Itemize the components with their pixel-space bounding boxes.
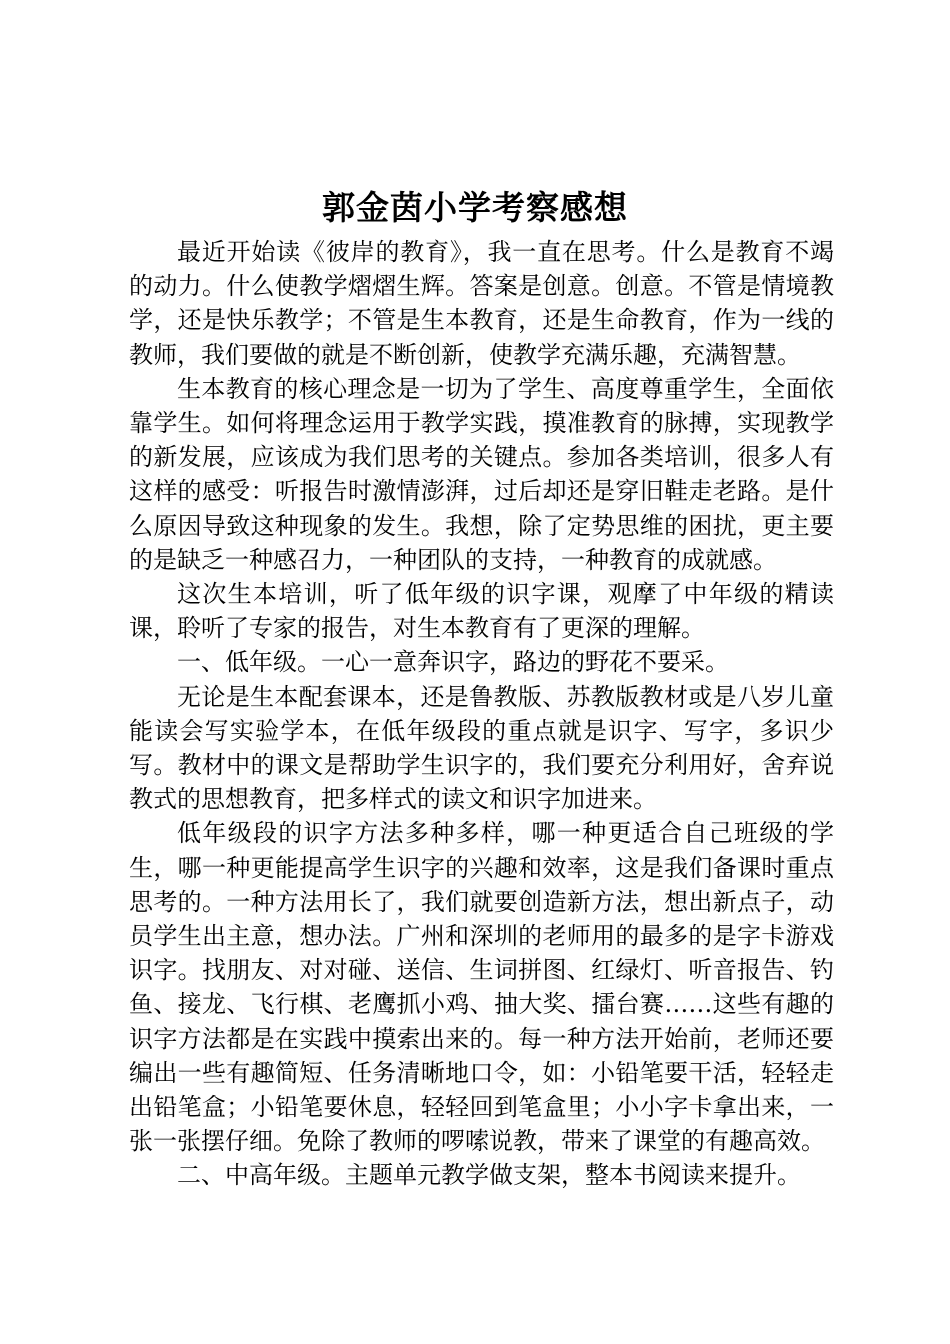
section-heading: 二、中高年级。主题单元教学做支架，整本书阅读来提升。 xyxy=(177,1161,801,1190)
section-heading: 一、低年级。一心一意奔识字，路边的野花不要采。 xyxy=(177,648,729,677)
paragraph: 最近开始读《彼岸的教育》，我一直在思考。什么是教育不竭的动力。什么使教学熠熠生辉。答案是创意。创意。不管是情境教学，还是快乐教学；不管是生本教育，还是生命教育，作为一线的教师，我们要做的就是不断创新，使教学充满乐趣，充满智慧。 xyxy=(129,238,834,369)
paragraph: 生本教育的核心理念是一切为了学生、高度尊重学生，全面依靠学生。如何将理念运用于教学实践，摸准教育的脉搏，实现教学的新发展，应该成为我们思考的关键点。参加各类培训，很多人有这样的感受：听报告时激情澎湃，过后却还是穿旧鞋走老路。是什么原因导致这种现象的发生。我想，除了定势思维的困扰，更主要的是缺乏一种感召力，一种团队的支持，一种教育的成就感。 xyxy=(129,374,834,574)
paragraph: 低年级段的识字方法多种多样，哪一种更适合自己班级的学生，哪一种更能提高学生识字的兴趣和效率，这是我们备课时重点思考的。一种方法用长了，我们就要创造新方法，想出新点子，动员学生出主意，想办法。广州和深圳的老师用的最多的是字卡游戏识字。找朋友、对对碰、送信、生词拼图、红绿灯、听音报告、钓鱼、接龙、飞行棋、老鹰抓小鸡、抽大奖、擂台赛……这些有趣的识字方法都是在实践中摸索出来的。每一种方法开始前，老师还要编出一些有趣简短、任务清晰地口令，如：小铅笔要干活，轻轻走出铅笔盒；小铅笔要休息，轻轻回到笔盒里；小小字卡拿出来，一张一张摆仔细。免除了教师的啰嗦说教，带来了课堂的有趣高效。 xyxy=(129,819,834,1156)
document-title: 郭金茵小学考察感想 xyxy=(322,188,628,227)
paragraph: 无论是生本配套课本，还是鲁教版、苏教版教材或是八岁儿童能读会写实验学本，在低年级段的重点就是识字、写字，多识少写。教材中的课文是帮助学生识字的，我们要充分利用好，舍弃说教式的思想教育，把多样式的读文和识字加进来。 xyxy=(129,682,834,814)
document-body xyxy=(129,235,834,1193)
paragraph: 这次生本培训，听了低年级的识字课，观摩了中年级的精读课，聆听了专家的报告，对生本教育有了更深的理解。 xyxy=(129,580,834,643)
